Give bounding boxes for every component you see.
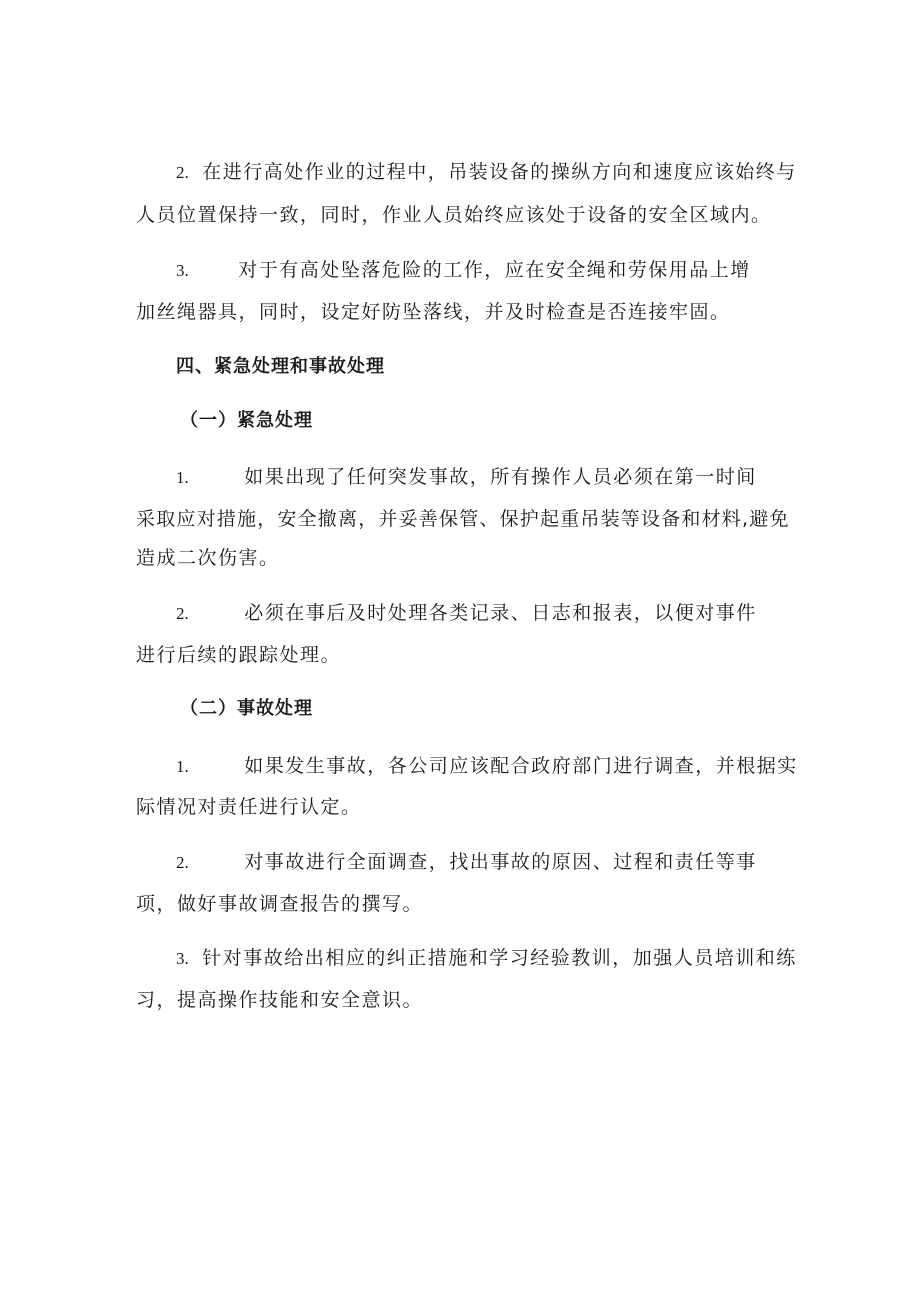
item-number: 2. [176,604,189,623]
item-number: 3. [176,949,189,968]
accident-item-1-line-1 [176,754,798,779]
accident-item-3-line-2: 习，提高操作技能和安全意识。 [136,989,424,1011]
emergency-item-1-line-2: 采取应对措施，安全撤离，并妥善保管、保护起重吊装等设备和材料,避免 [136,508,790,530]
item-text: 对事故进行全面调查，找出事故的原因、过程和责任等事 [244,851,757,873]
emergency-item-2-line-1 [176,601,757,626]
paragraph-2-line-1 [176,160,797,185]
paragraph-3-line-1 [176,258,751,283]
item-text: 在进行高处作业的过程中，吊装设备的操纵方向和速度应该始终与 [202,161,797,183]
item-text: 如果发生事故，各公司应该配合政府部门进行调查，并根据实 [244,755,798,777]
emergency-item-1-line-3: 造成二次伤害。 [136,547,280,569]
accident-item-3-line-1 [176,946,797,971]
item-text: 必须在事后及时处理各类记录、日志和报表，以便对事件 [244,602,757,624]
accident-item-1-line-2: 际情况对责任进行认定。 [136,796,362,818]
item-number: 1. [176,468,189,487]
item-text: 对于有高处坠落危险的工作，应在安全绳和劳保用品上增 [238,259,751,281]
accident-item-2-line-2: 项，做好事故调查报告的撰写。 [136,893,424,915]
item-text: 如果出现了任何突发事故，所有操作人员必须在第一时间 [244,466,757,488]
accident-item-2-line-1 [176,850,757,875]
item-number: 3. [176,261,189,280]
item-number: 2. [176,853,189,872]
section-heading: 四、紧急处理和事故处理 [176,356,385,377]
emergency-item-2-line-2: 进行后续的跟踪处理。 [136,644,342,666]
item-number: 2. [176,163,189,182]
item-text: 针对事故给出相应的纠正措施和学习经验教训，加强人员培训和练 [202,947,797,969]
item-number: 1. [176,757,189,776]
subsection-heading-emergency: （一）紧急处理 [180,410,313,431]
paragraph-3-line-2: 加丝绳器具，同时，设定好防坠落线，并及时检查是否连接牢固。 [136,301,731,323]
paragraph-2-line-2: 人员位置保持一致，同时，作业人员始终应该处于设备的安全区域内。 [136,204,772,226]
emergency-item-1-line-1 [176,465,757,490]
subsection-heading-accident: （二）事故处理 [180,698,313,719]
